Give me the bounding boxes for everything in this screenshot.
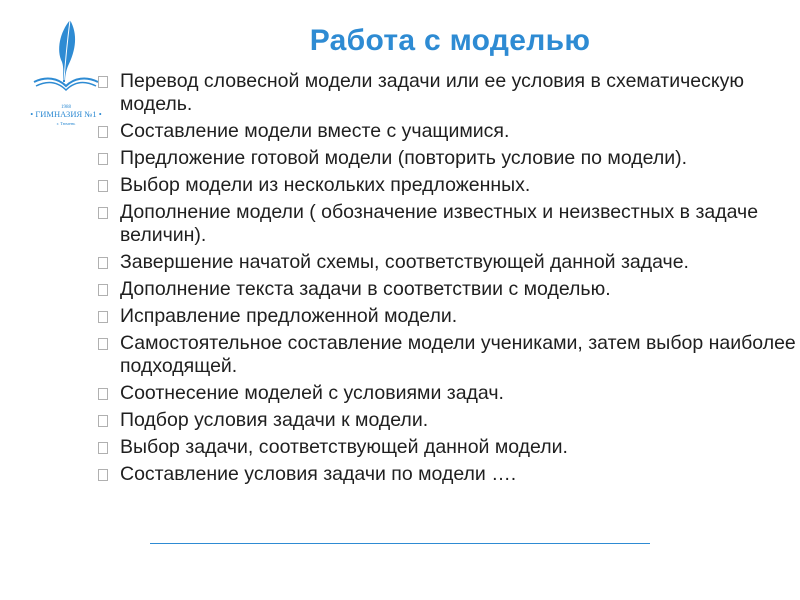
bullet-text: Самостоятельное составление модели учениками, затем выбор наиболее подходящей. [120,332,796,377]
bullet-item [96,463,796,486]
bullet-text: Составление модели вместе с учащимися. [120,120,510,142]
bullet-marker-icon [98,311,108,323]
logo-year: 1988 [61,105,71,110]
bullet-text: Предложение готовой модели (повторить условие по модели). [120,147,688,169]
bullet-marker-icon [98,469,108,481]
quill-book-icon [26,16,106,128]
bullet-item [96,70,796,116]
bullet-marker-icon [98,180,108,192]
bullet-list [96,70,796,490]
bullet-marker-icon [98,207,108,219]
bullet-marker-icon [98,257,108,269]
bullet-item [96,120,796,143]
logo-city: г. Тюмень [56,121,76,126]
bullet-text: Исправление предложенной модели. [120,305,458,327]
bullet-item [96,332,796,378]
bullet-text: Выбор модели из нескольких предложенных. [120,174,531,196]
bullet-marker-icon [98,284,108,296]
gymnasium-logo [26,16,106,128]
bullet-text: Соотнесение моделей с условиями задач. [120,382,504,404]
divider-line [150,543,650,544]
bullet-item [96,409,796,432]
bullet-marker-icon [98,388,108,400]
bullet-marker-icon [98,442,108,454]
bullet-marker-icon [98,153,108,165]
bullet-marker-icon [98,415,108,427]
bullet-text: Завершение начатой схемы, соответствующей данной задаче. [120,251,689,273]
logo-name: • ГИМНАЗИЯ №1 • [30,109,102,119]
bullet-item [96,251,796,274]
bullet-text: Выбор задачи, соответствующей данной модели. [120,436,568,458]
bullet-item [96,201,796,247]
bullet-item [96,305,796,328]
bullet-marker-icon [98,338,108,350]
bullet-text: Подбор условия задачи к модели. [120,409,429,431]
bullet-marker-icon [98,76,108,88]
bullet-item [96,278,796,301]
bullet-marker-icon [98,126,108,138]
bullet-item [96,436,796,459]
bullet-item [96,382,796,405]
bullet-item [96,174,796,197]
slide-title: Работа с моделью [309,24,591,57]
bullet-text: Дополнение текста задачи в соответствии с моделью. [120,278,611,300]
bullet-text: Перевод словесной модели задачи или ее условия в схематическую модель. [120,70,744,115]
bullet-text: Составление условия задачи по модели …. [120,463,517,485]
bullet-item [96,147,796,170]
bullet-text: Дополнение модели ( обозначение известных и неизвестных в задаче величин). [120,201,759,246]
